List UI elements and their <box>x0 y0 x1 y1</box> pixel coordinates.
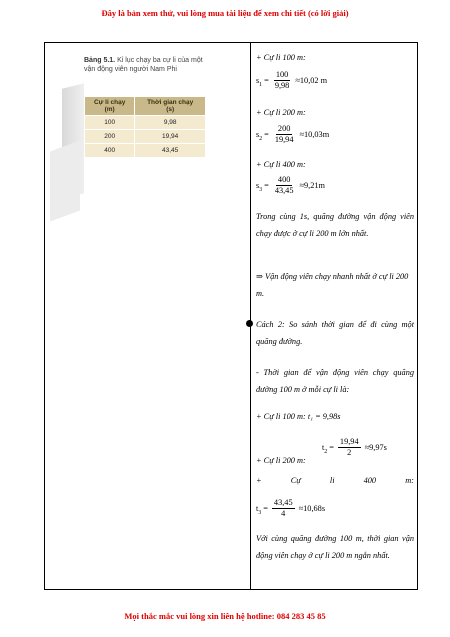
t1-line: + Cự li 100 m: t₁ = 9,98s <box>256 412 341 421</box>
case-400-label: + Cự li 400 m: <box>256 160 306 169</box>
table-row: 200 19,94 <box>85 130 206 144</box>
caption-number: Bảng 5.1. <box>84 57 116 64</box>
paragraph-compare: Trong cùng 1s, quãng đường vận động viên chạy được ở cự li 200 m lớn nhất. <box>256 212 414 238</box>
formula-s1: $s_1$ = $\frac{100}{9,98}$ ≈10,02 m <box>256 70 328 90</box>
case-100-label: + Cự li 100 m: <box>256 53 306 62</box>
caption-text: Kỉ lục chạy ba cự li của một vận động viên người Nam Phi <box>84 57 203 73</box>
formula-t3: $t_3$ = $\frac{43,45}{4}$ ≈10,68s <box>256 498 326 518</box>
col-header-time: Thời gian chạy (s) <box>135 97 206 116</box>
table-row: 100 9,98 <box>85 116 206 130</box>
bullet-marker <box>246 320 253 327</box>
paragraph-conclusion-2: Với cùng quãng đường 100 m, thời gian vận động viên chạy ở cự li 200 m ngắn nhất. <box>256 534 414 560</box>
table-caption <box>84 56 214 74</box>
formula-t2: $t_2$ = $\frac{19,94}{2}$ ≈9,97s <box>322 437 387 457</box>
col-header-distance: Cự li chạy (m) <box>85 97 135 116</box>
decorative-shape <box>50 141 80 222</box>
case-400-time-label: + Cự li 400 m: <box>256 476 414 485</box>
case-200-time-label: + Cự li 200 m: <box>256 456 306 465</box>
formula-s3: $s_3$ = $\frac{400}{43,45}$ ≈9,21m <box>256 175 326 195</box>
record-table-image <box>50 46 210 216</box>
column-divider <box>250 43 251 589</box>
paragraph-method-2: Cách 2: So sánh thời gian để đi cùng một quãng đường. <box>256 320 414 346</box>
paragraph-conclusion-1: ⇒ Vận động viên chạy nhanh nhất ở cự li 200 m. <box>256 272 409 298</box>
record-table <box>84 96 206 158</box>
preview-notice-banner: Đây là bản xem thử, vui lòng mua tài liệu để xem chi tiết (có lời giải) <box>101 8 349 18</box>
formula-s2: $s_2$ = $\frac{200}{19,94}$ ≈10,03m <box>256 124 330 144</box>
paragraph-time-intro: - Thời gian để vận động viên chạy quãng đường 100 m ở mỗi cự li là: <box>256 368 414 394</box>
table-row: 400 43,45 <box>85 144 206 158</box>
hotline-notice-banner: Mọi thắc mắc vui lòng xin liên hệ hotline: 084 283 45 85 <box>124 611 326 621</box>
case-200-label: + Cự li 200 m: <box>256 108 306 117</box>
